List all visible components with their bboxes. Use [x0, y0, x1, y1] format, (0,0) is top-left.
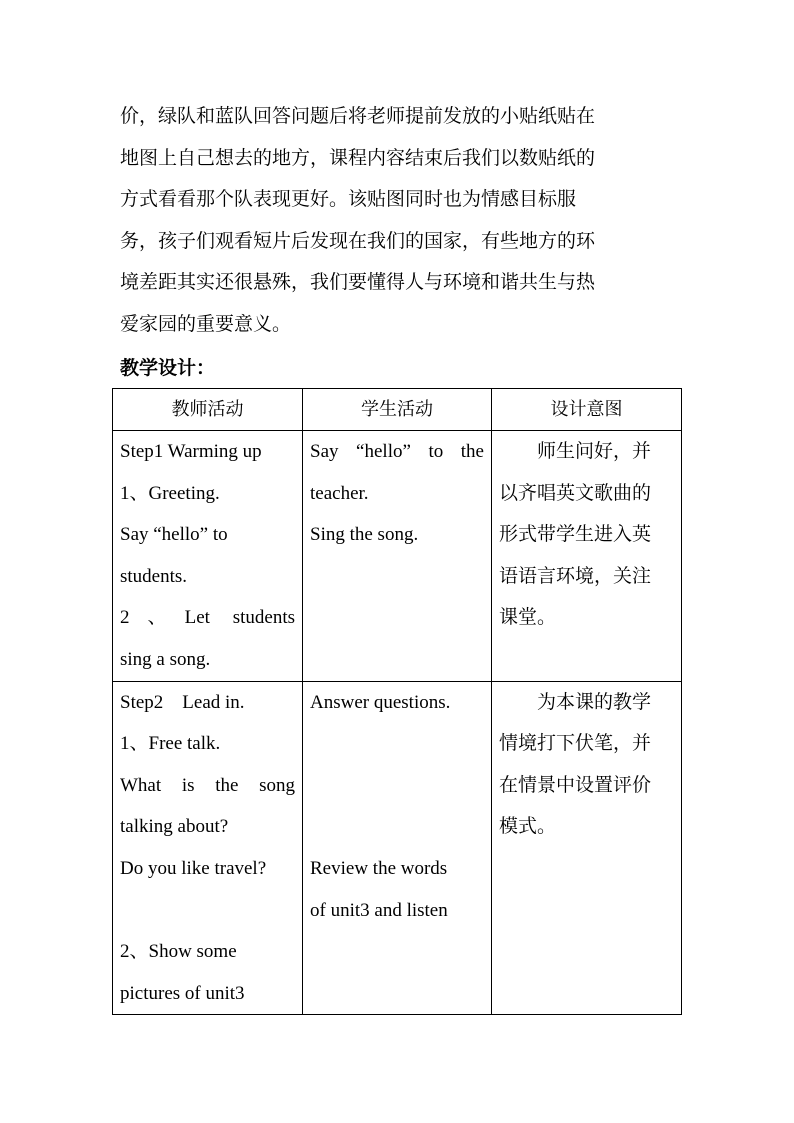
intro-paragraph	[120, 96, 665, 346]
cell-line: 为本课的教学	[537, 690, 652, 713]
header-student-activity: 学生活动	[303, 389, 492, 431]
cell-line: 语语言环境，关注	[499, 564, 652, 587]
header-design-intent: 设计意图	[492, 389, 682, 431]
cell-line: 模式。	[499, 815, 557, 838]
teacher-activity-cell	[113, 681, 303, 1015]
cell-line: 1、Free talk.	[120, 733, 221, 755]
cell-line: Say “hello” to the	[310, 441, 484, 462]
cell-line: 2、Show some	[120, 941, 237, 963]
cell-line: 2、Let students	[120, 607, 295, 629]
cell-line: 课堂。	[499, 606, 557, 629]
paragraph-line: 方式看看那个队表现更好。该贴图同时也为情感目标服	[120, 188, 577, 211]
cell-line: Say “hello” to	[120, 524, 228, 546]
teaching-design-table	[112, 388, 682, 1015]
cell-line: 在情景中设置评价	[499, 773, 652, 796]
paragraph-line: 境差距其实还很悬殊，我们要懂得人与环境和谐共生与热	[120, 271, 596, 294]
paragraph-line: 务，孩子们观看短片后发现在我们的国家，有些地方的环	[120, 229, 596, 252]
cell-line: teacher.	[310, 482, 369, 504]
student-activity-cell	[303, 681, 492, 1015]
cell-line: Step1 Warming up	[120, 441, 262, 462]
cell-line: 1、Greeting.	[120, 482, 220, 504]
cell-line: 以齐唱英文歌曲的	[499, 481, 652, 504]
cell-line: Review the words	[310, 857, 448, 879]
student-activity-cell	[303, 431, 492, 682]
cell-line: Do you like travel?	[120, 857, 267, 879]
cell-line: 形式带学生进入英	[499, 523, 652, 546]
cell-line: Answer questions.	[310, 691, 451, 713]
cell-line: What is the song	[120, 774, 295, 796]
cell-line: sing a song.	[120, 648, 211, 670]
design-intent-cell	[492, 681, 682, 1015]
cell-line: pictures of unit3	[120, 982, 245, 1004]
teacher-activity-cell	[113, 431, 303, 682]
section-heading: 教学设计：	[120, 357, 216, 379]
cell-line: 情境打下伏笔，并	[499, 732, 652, 755]
cell-line: students.	[120, 565, 188, 587]
table-row	[113, 681, 682, 1015]
cell-line: Sing the song.	[310, 524, 419, 546]
cell-line: of unit3 and listen	[310, 899, 448, 921]
paragraph-line: 爱家园的重要意义。	[120, 312, 292, 335]
table-header-row	[113, 389, 682, 431]
paragraph-line: 价，绿队和蓝队回答问题后将老师提前发放的小贴纸贴在	[120, 105, 596, 127]
paragraph-line: 地图上自己想去的地方，课程内容结束后我们以数贴纸的	[120, 146, 596, 169]
table-row	[113, 431, 682, 682]
cell-line: Step2 Lead in.	[120, 691, 245, 713]
cell-line: 师生问好，并	[537, 440, 652, 462]
header-teacher-activity: 教师活动	[113, 389, 303, 431]
design-intent-cell	[492, 431, 682, 682]
cell-line: talking about?	[120, 816, 229, 838]
